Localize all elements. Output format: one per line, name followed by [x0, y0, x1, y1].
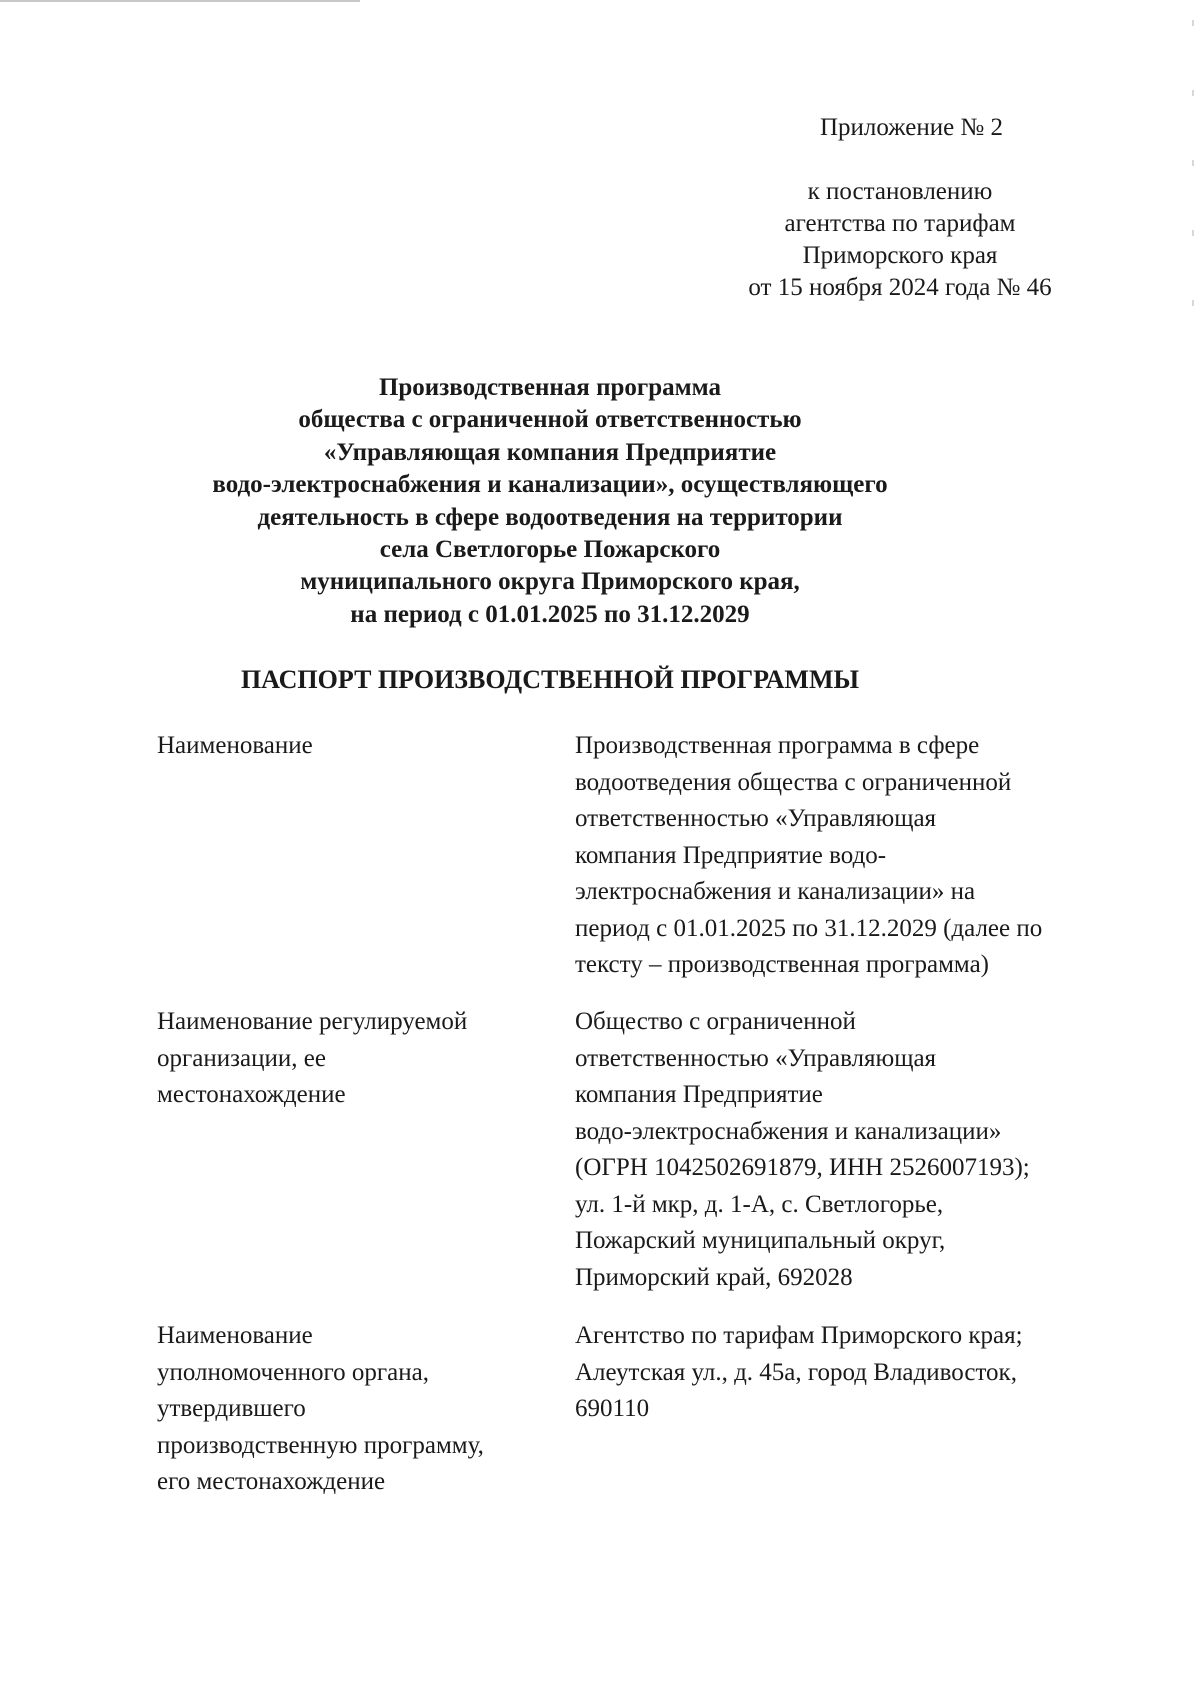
- value-line: компания Предприятие: [575, 1081, 823, 1108]
- scan-artifact-top: [0, 0, 360, 2]
- appendix-line: к постановлению: [807, 178, 993, 205]
- label-line: Наименование регулируемой: [157, 1008, 468, 1035]
- value-line: Пожарский муниципальный округ,: [575, 1227, 946, 1254]
- appendix-line: от 15 ноября 2024 года № 46: [748, 274, 1052, 301]
- value-line: электроснабжения и канализации» на: [575, 878, 976, 905]
- passport-row-value-authority: [575, 1318, 1115, 1428]
- title-line: на период с 01.01.2025 по 31.12.2029: [350, 600, 750, 628]
- value-line: ответственностью «Управляющая: [575, 805, 937, 832]
- title-line: муниципального округа Приморского края,: [300, 568, 800, 596]
- label-line: Наименование: [157, 732, 313, 759]
- value-line: Производственная программа в сфере: [575, 732, 980, 759]
- title-line: общества с ограниченной ответственностью: [298, 406, 802, 434]
- label-line: уполномоченного органа,: [157, 1358, 429, 1386]
- passport-row-label-name: [157, 728, 557, 765]
- value-line: компания Предприятие водо-: [575, 841, 887, 869]
- label-line: утвердившего: [157, 1395, 306, 1422]
- document-title: [150, 372, 950, 631]
- passport-row-value-name: [575, 728, 1115, 984]
- scan-artifact-right: [1192, 20, 1194, 320]
- value-line: Агентство по тарифам Приморского края;: [575, 1322, 1023, 1349]
- value-line: период с 01.01.2025 по 31.12.2029 (далее по: [575, 914, 1043, 942]
- title-line: водо-электроснабжения и канализации», осуществляющего: [212, 471, 888, 499]
- label-line: производственную программу,: [157, 1431, 484, 1459]
- title-line: деятельность в сфере водоотведения на территории: [257, 503, 843, 531]
- passport-row-value-organization: [575, 1004, 1115, 1296]
- appendix-number: Приложение № 2: [820, 114, 1004, 141]
- title-line: Производственная программа: [378, 374, 722, 401]
- title-line: села Светлогорье Пожарского: [379, 536, 721, 564]
- title-line: «Управляющая компания Предприятие: [323, 438, 777, 466]
- value-line: Приморский край, 692028: [575, 1263, 853, 1291]
- label-line: организации, ее: [157, 1044, 326, 1072]
- label-line: его местонахождение: [157, 1468, 386, 1495]
- passport-row-label-authority: [157, 1318, 557, 1501]
- value-line: водоотведения общества с ограниченной: [575, 768, 1012, 796]
- value-line: водо-электроснабжения и канализации»: [575, 1117, 1002, 1145]
- value-line: ул. 1-й мкр, д. 1-А, с. Светлогорье,: [575, 1190, 944, 1218]
- passport-heading: ПАСПОРТ ПРОИЗВОДСТВЕННОЙ ПРОГРАММЫ: [240, 665, 860, 694]
- value-line: ответственностью «Управляющая: [575, 1044, 937, 1072]
- value-line: 690110: [575, 1395, 650, 1422]
- passport-row-label-organization: [157, 1004, 557, 1114]
- value-line: Алеутская ул., д. 45а, город Владивосток,: [575, 1358, 1017, 1386]
- label-line: местонахождение: [157, 1081, 346, 1108]
- value-line: (ОГРН 1042502691879, ИНН 2526007193);: [575, 1154, 1030, 1181]
- value-line: тексту – производственная программа): [575, 951, 990, 978]
- appendix-reference: [700, 176, 1100, 304]
- appendix-line: агентства по тарифам: [784, 210, 1016, 237]
- appendix-line: Приморского края: [802, 242, 998, 269]
- value-line: Общество с ограниченной: [575, 1008, 856, 1035]
- label-line: Наименование: [157, 1322, 313, 1349]
